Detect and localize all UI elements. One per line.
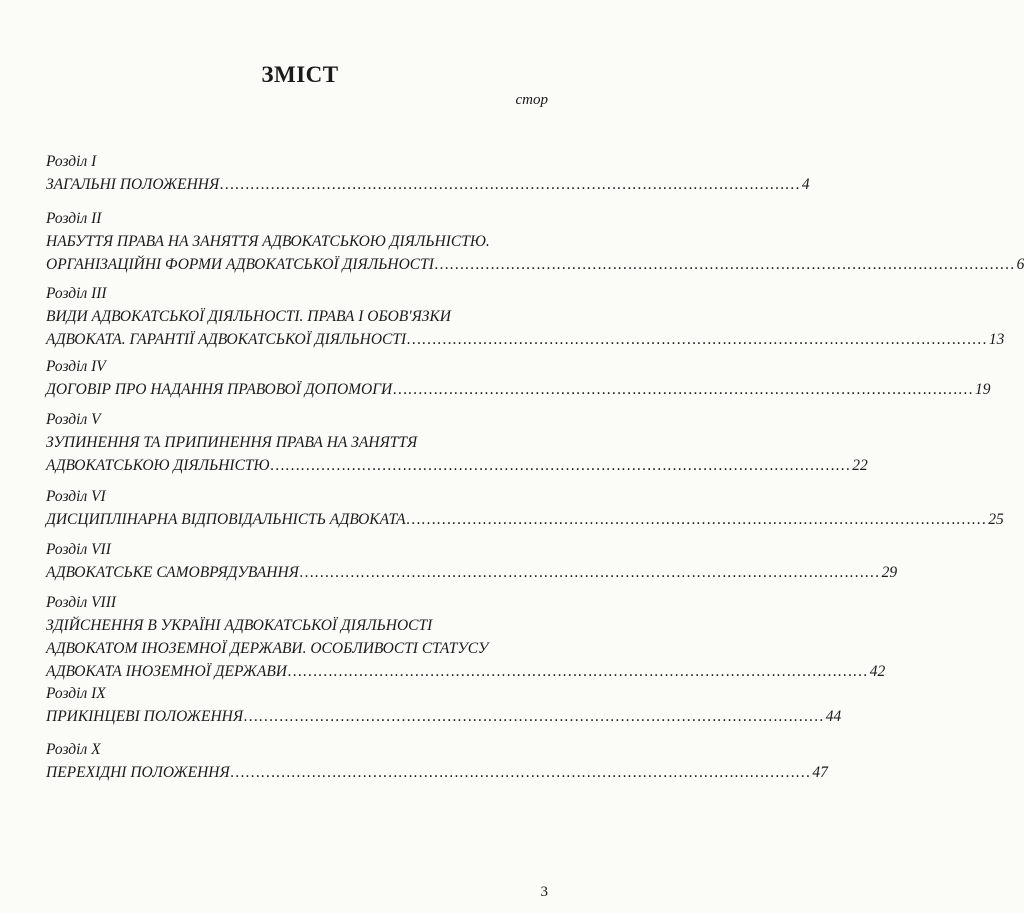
section-label: Розділ I	[46, 153, 97, 170]
section-title: ЗУПИНЕННЯ ТА ПРИПИНЕННЯ ПРАВА НА ЗАНЯТТЯ	[46, 434, 418, 451]
section-title: АДВОКАТСЬКОЮ ДІЯЛЬНІСТЮ	[46, 457, 270, 474]
section-title-line	[46, 378, 991, 401]
toc-section-3[interactable]	[46, 282, 1005, 351]
leader-dots: ……………………………………………………………………………………………………	[434, 256, 1016, 273]
toc-section-9[interactable]	[46, 682, 842, 728]
section-title-line	[46, 705, 842, 728]
toc-section-1[interactable]	[46, 150, 810, 196]
leader-dots: ……………………………………………………………………………………………………	[406, 511, 988, 528]
section-page-number: 13	[988, 331, 1005, 348]
toc-section-6[interactable]	[46, 485, 1004, 531]
section-page-number: 4	[801, 176, 810, 193]
toc-section-8[interactable]	[46, 591, 886, 683]
page-number: 3	[540, 884, 548, 900]
leader-dots: ……………………………………………………………………………………………………	[407, 331, 988, 348]
section-label: Розділ VIII	[46, 594, 117, 611]
leader-dots: ……………………………………………………………………………………………………	[270, 457, 852, 474]
section-title: ДОГОВІР ПРО НАДАННЯ ПРАВОВОЇ ДОПОМОГИ	[46, 381, 393, 398]
section-page-number: 19	[974, 381, 991, 398]
section-title-line	[46, 328, 1005, 351]
section-title: ОРГАНІЗАЦІЙНІ ФОРМИ АДВОКАТСЬКОЇ ДІЯЛЬНОСТІ	[46, 256, 434, 273]
section-title: ДИСЦИПЛІНАРНА ВІДПОВІДАЛЬНІСТЬ АДВОКАТА	[46, 511, 406, 528]
section-page-number: 22	[852, 457, 868, 474]
section-page-number: 29	[881, 564, 898, 581]
section-label: Розділ VI	[46, 488, 106, 505]
section-title: ЗАГАЛЬНІ ПОЛОЖЕННЯ	[46, 176, 220, 193]
leader-dots: ……………………………………………………………………………………………………	[393, 381, 974, 398]
page-title: ЗМІСТ	[261, 62, 339, 87]
section-title-line	[46, 454, 868, 477]
section-page-number: 42	[869, 663, 886, 680]
page-column-label: стор	[515, 92, 548, 108]
section-label: Розділ II	[46, 210, 102, 227]
section-title: ПЕРЕХІДНІ ПОЛОЖЕННЯ	[46, 764, 230, 781]
leader-dots: ……………………………………………………………………………………………………	[288, 663, 869, 680]
section-title-line	[46, 761, 828, 784]
section-label: Розділ V	[46, 411, 101, 428]
section-label: Розділ IX	[46, 685, 106, 702]
leader-dots: ……………………………………………………………………………………………………	[220, 176, 801, 193]
section-title-line	[46, 173, 810, 196]
section-page-number: 44	[825, 708, 842, 725]
section-page-number: 25	[988, 511, 1004, 528]
toc-section-7[interactable]	[46, 538, 898, 584]
section-title: ВИДИ АДВОКАТСЬКОЇ ДІЯЛЬНОСТІ. ПРАВА І ОБОВ'ЯЗКИ	[46, 308, 451, 325]
section-title-line	[46, 253, 1024, 276]
section-title-line	[46, 561, 898, 584]
section-title: ЗДІЙСНЕННЯ В УКРАЇНІ АДВОКАТСЬКОЇ ДІЯЛЬНОСТІ	[46, 617, 433, 634]
leader-dots: ……………………………………………………………………………………………………	[230, 764, 812, 781]
section-title: АДВОКАТА ІНОЗЕМНОЇ ДЕРЖАВИ	[46, 663, 287, 680]
leader-dots: ……………………………………………………………………………………………………	[244, 708, 825, 725]
leader-dots: ……………………………………………………………………………………………………	[299, 564, 881, 581]
section-title-line	[46, 660, 886, 683]
section-label: Розділ X	[46, 741, 101, 758]
section-title: АДВОКАТСЬКЕ САМОВРЯДУВАННЯ	[46, 564, 299, 581]
toc-section-4[interactable]	[46, 355, 991, 401]
section-title: АДВОКАТА. ГАРАНТІЇ АДВОКАТСЬКОЇ ДІЯЛЬНОСТІ	[46, 331, 407, 348]
section-title-line	[46, 508, 1004, 531]
toc-section-5[interactable]	[46, 408, 868, 477]
section-label: Розділ III	[46, 285, 107, 302]
section-title: ПРИКІНЦЕВІ ПОЛОЖЕННЯ	[46, 708, 244, 725]
section-title: АДВОКАТОМ ІНОЗЕМНОЇ ДЕРЖАВИ. ОСОБЛИВОСТІ СТАТУСУ	[46, 640, 489, 657]
section-page-number: 6	[1016, 256, 1024, 273]
section-title: НАБУТТЯ ПРАВА НА ЗАНЯТТЯ АДВОКАТСЬКОЮ ДІЯЛЬНІСТЮ.	[46, 233, 490, 250]
toc-section-2[interactable]	[46, 207, 1024, 276]
section-label: Розділ VII	[46, 541, 111, 558]
section-label: Розділ IV	[46, 358, 106, 375]
toc-section-10[interactable]	[46, 738, 828, 784]
section-page-number: 47	[812, 764, 828, 781]
